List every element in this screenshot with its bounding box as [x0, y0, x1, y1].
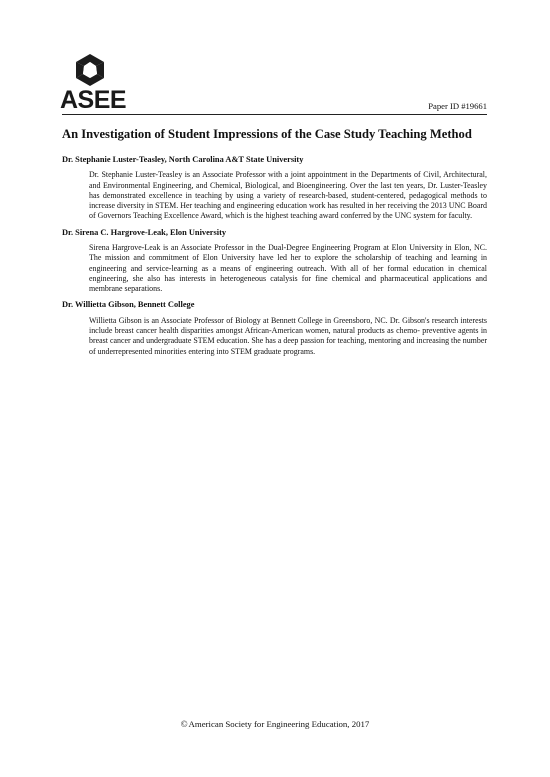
copyright-text: American Society for Engineering Education, 2017	[188, 719, 370, 729]
author-block	[62, 300, 487, 356]
author-block	[62, 228, 487, 295]
copyright-icon: ©	[180, 719, 188, 729]
asee-pinwheel-icon	[70, 52, 110, 88]
asee-logo	[60, 52, 126, 120]
author-list	[62, 155, 487, 363]
logo-text: ASEE	[60, 86, 127, 114]
author-name: Dr. Stephanie Luster-Teasley, North Carolina A&T State University	[62, 155, 304, 164]
header-rule	[62, 114, 487, 115]
author-name: Dr. Sirena C. Hargrove-Leak, Elon University	[62, 227, 227, 237]
author-block	[62, 155, 487, 222]
author-bio: Dr. Stephanie Luster-Teasley is an Associate Professor with a joint appointment in the Departments of Civil, Architectural, and Environmental Engineering, and Chemical, Biological, and Bioengineering. Over the last ten years, Dr. Luster-Teasley has demonstrated excellence in teaching by using a variety of research-based, student-centered, pedagogical methods to increase diversity in STEM. Her teaching and engineering education work has resulted in her receiving the 2013 UNC Board of Governors Teaching Excellence Award, which is the highest teaching award conferred by the UNC system for faculty.	[89, 170, 487, 221]
paper-title: An Investigation of Student Impressions of the Case Study Teaching Method	[62, 127, 472, 141]
author-name: Dr. Willietta Gibson, Bennett College	[62, 300, 195, 310]
author-bio: Willietta Gibson is an Associate Professor of Biology at Bennett College in Greensboro, NC. Dr. Gibson's research interests include breast cancer health disparities amongst African-American women, natural products as chemo- preventive agents in breast cancer and undergraduate STEM education. She has a deep passion for teaching, mentoring and increasing the number of underrepresented minorities entering into STEM graduate programs.	[89, 315, 487, 356]
paper-id: Paper ID #19661	[428, 101, 487, 111]
author-bio: Sirena Hargrove-Leak is an Associate Professor in the Dual-Degree Engineering Program at Elon University in Elon, NC. The mission and commitment of Elon University have led her to explore the scholarship of teaching and learning in engineering and service-learning as a means of engineering outreach. With all of her formal education in chemical engineering, she also has interests in heterogeneous catalysis for fine chemical and pharmaceutical applications and membrane separations.	[89, 242, 487, 294]
copyright-footer	[0, 719, 550, 729]
